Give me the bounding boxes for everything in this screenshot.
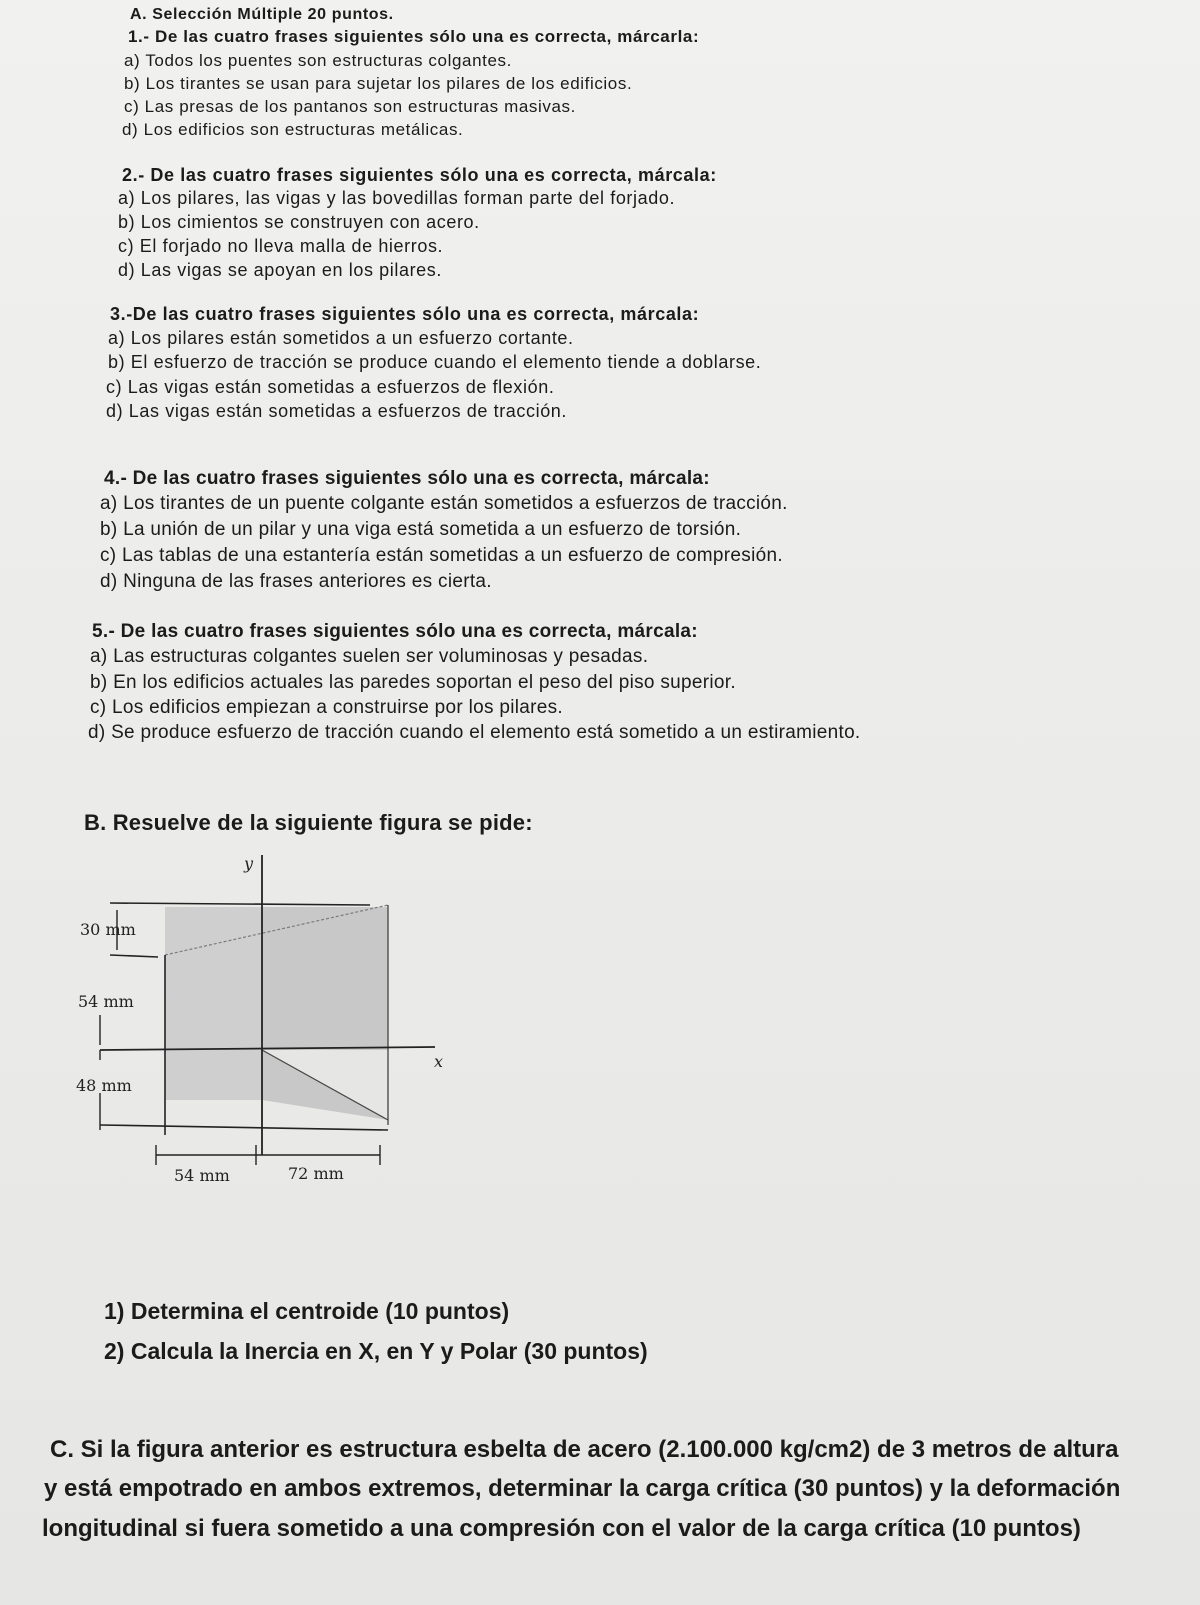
task-2: 2) Calcula la Inercia en X, en Y y Polar (30 puntos) (104, 1338, 648, 1364)
section-c-line-2: y está empotrado en ambos extremos, determinar la carga crítica (30 puntos) y la deformación (44, 1475, 1121, 1502)
question-4-option-a: a) Los tirantes de un puente colgante están sometidos a esfuerzos de tracción. (100, 493, 788, 514)
question-1-option-a: a) Todos los puentes son estructuras colgantes. (124, 51, 512, 70)
top-reference-line (110, 903, 370, 905)
y-axis-label: y (244, 855, 254, 873)
question-4-option-d: d) Ninguna de las frases anteriores es cierta. (100, 571, 492, 592)
question-1-option-c: c) Las presas de los pantanos son estructuras masivas. (124, 97, 576, 116)
question-4-option-b: b) La unión de un pilar y una viga está sometida a un esfuerzo de torsión. (100, 519, 742, 540)
mid-reference-line (110, 955, 158, 957)
composite-area-figure (70, 855, 470, 1215)
dim-label-30: 30 mm (80, 920, 136, 939)
question-2-option-a: a) Los pilares, las vigas y las bovedillas forman parte del forjado. (118, 188, 676, 208)
section-b-title: B. Resuelve de la siguiente figura se pide: (84, 810, 533, 835)
question-3-option-a: a) Los pilares están sometidos a un esfuerzo cortante. (108, 328, 574, 348)
dim-label-48: 48 mm (76, 1076, 132, 1095)
bottom-edge (100, 1125, 388, 1130)
question-2-option-d: d) Las vigas se apoyan en los pilares. (118, 260, 442, 280)
section-a-title: A. Selección Múltiple 20 puntos. (130, 6, 394, 23)
task-1: 1) Determina el centroide (10 puntos) (104, 1298, 510, 1324)
question-5-option-c: c) Los edificios empiezan a construirse por los pilares. (90, 697, 564, 718)
question-4-option-c: c) Las tablas de una estantería están sometidas a un esfuerzo de compresión. (100, 545, 783, 566)
question-5-prompt: 5.- De las cuatro frases siguientes sólo una es correcta, márcala: (92, 621, 698, 642)
question-1-prompt: 1.- De las cuatro frases siguientes sólo una es correcta, márcarla: (128, 27, 700, 46)
question-4-prompt: 4.- De las cuatro frases siguientes sólo una es correcta, márcala: (104, 468, 710, 489)
question-5-option-a: a) Las estructuras colgantes suelen ser voluminosas y pesadas. (90, 646, 649, 667)
section-c-line-1: C. Si la figura anterior es estructura esbelta de acero (2.100.000 kg/cm2) de 3 metros de altura (50, 1436, 1119, 1463)
question-1-option-d: d) Los edificios son estructuras metálicas. (122, 120, 464, 139)
question-3-option-d: d) Las vigas están sometidas a esfuerzos de tracción. (106, 401, 568, 421)
question-3-prompt: 3.-De las cuatro frases siguientes sólo una es correcta, márcala: (110, 304, 700, 324)
question-1-option-b: b) Los tirantes se usan para sujetar los pilares de los edificios. (124, 74, 633, 93)
dim-label-72-width: 72 mm (288, 1164, 344, 1183)
question-2-prompt: 2.- De las cuatro frases siguientes sólo una es correcta, márcala: (122, 165, 717, 185)
dim-label-54-width: 54 mm (174, 1166, 230, 1185)
left-shaded-rectangle (165, 907, 262, 1100)
question-2-option-c: c) El forjado no lleva malla de hierros. (118, 236, 444, 256)
question-5-option-d: d) Se produce esfuerzo de tracción cuando el elemento está sometido a un estiramiento. (88, 722, 861, 743)
dim-label-54: 54 mm (78, 992, 134, 1011)
question-3-option-c: c) Las vigas están sometidas a esfuerzos de flexión. (106, 377, 555, 397)
question-3-option-b: b) El esfuerzo de tracción se produce cuando el elemento tiende a doblarse. (108, 352, 762, 372)
x-axis-label: x (434, 1052, 444, 1071)
section-c-line-3: longitudinal si fuera sometido a una compresión con el valor de la carga crítica (10 puntos) (42, 1515, 1081, 1542)
question-5-option-b: b) En los edificios actuales las paredes soportan el peso del piso superior. (90, 672, 736, 693)
question-2-option-b: b) Los cimientos se construyen con acero. (118, 212, 480, 232)
